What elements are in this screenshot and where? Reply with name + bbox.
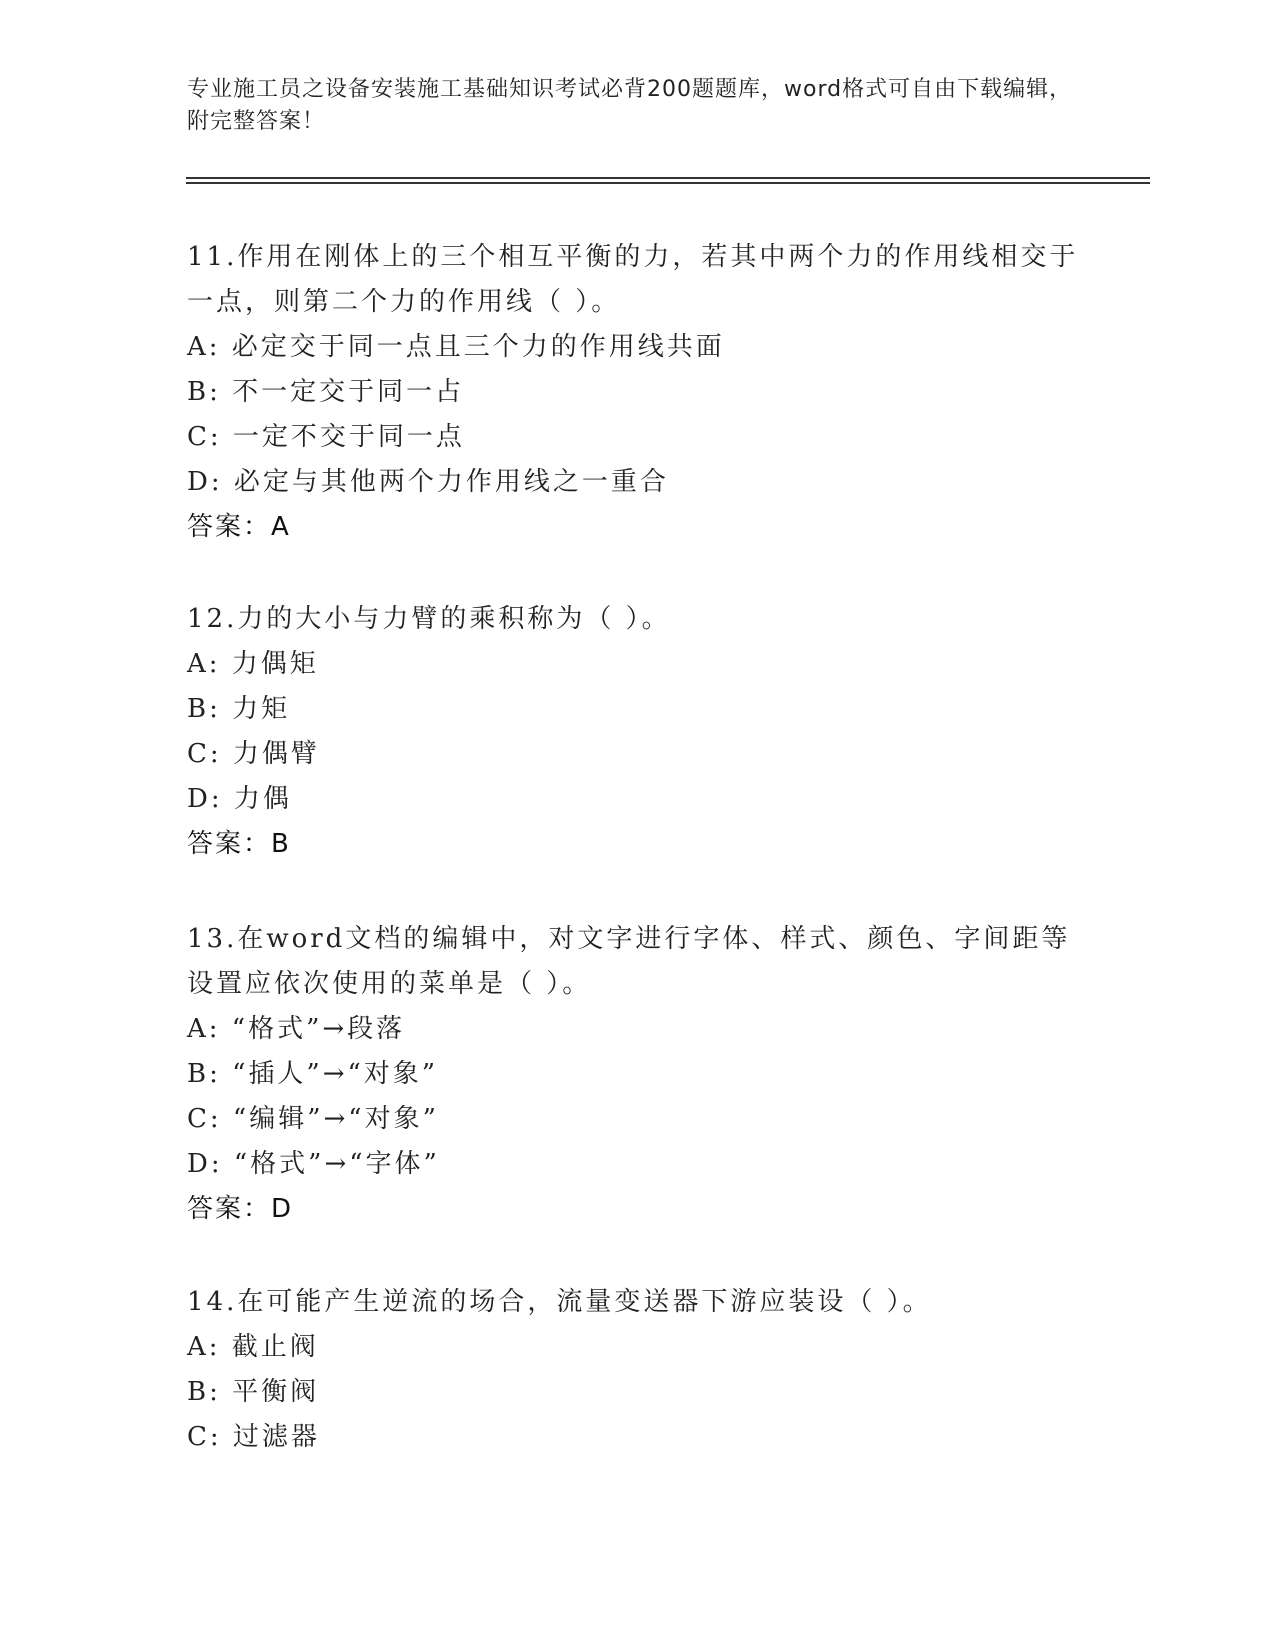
option-d: D: 力偶: [187, 784, 292, 814]
question-stem: 11.作用在刚体上的三个相互平衡的力，若其中两个力的作用线相交于一点，则第二个力的作用线（ ）。: [187, 242, 1079, 317]
question-stem: 14.在可能产生逆流的场合，流量变送器下游应装设（ ）。: [187, 1287, 932, 1317]
question-stem: 12.力的大小与力臂的乘积称为（ ）。: [187, 604, 671, 634]
option-a: A: “格式”→段落: [187, 1014, 406, 1044]
option-b: B: “插人”→“对象”: [187, 1059, 439, 1089]
option-a: A: 力偶矩: [187, 649, 319, 679]
question-14: [187, 1280, 1087, 1460]
option-c: C: “编辑”→“对象”: [187, 1104, 439, 1134]
answer: 答案：D: [187, 1194, 294, 1224]
question-stem: 13.在word文档的编辑中，对文字进行字体、样式、颜色、字间距等设置应依次使用的菜单是（ ）。: [187, 924, 1071, 999]
option-a: A: 截止阀: [187, 1332, 319, 1362]
option-d: D: 必定与其他两个力作用线之一重合: [187, 467, 669, 497]
answer: 答案：B: [187, 829, 291, 859]
question-11: [187, 235, 1087, 550]
option-b: B: 不一定交于同一占: [187, 377, 465, 407]
question-12: [187, 597, 1087, 867]
option-d: D: “格式”→“字体”: [187, 1149, 440, 1179]
option-c: C: 一定不交于同一点: [187, 422, 465, 452]
option-c: C: 过滤器: [187, 1422, 320, 1452]
header-divider-top: [186, 177, 1150, 179]
answer: 答案：A: [187, 512, 291, 542]
option-b: B: 平衡阀: [187, 1377, 320, 1407]
option-c: C: 力偶臂: [187, 739, 320, 769]
option-a: A: 必定交于同一点且三个力的作用线共面: [187, 332, 725, 362]
question-13: [187, 917, 1087, 1232]
option-b: B: 力矩: [187, 694, 291, 724]
header-divider-bottom: [186, 182, 1150, 184]
document-header: 专业施工员之设备安装施工基础知识考试必背200题题库，word格式可自由下载编辑，附完整答案！: [187, 77, 1073, 134]
